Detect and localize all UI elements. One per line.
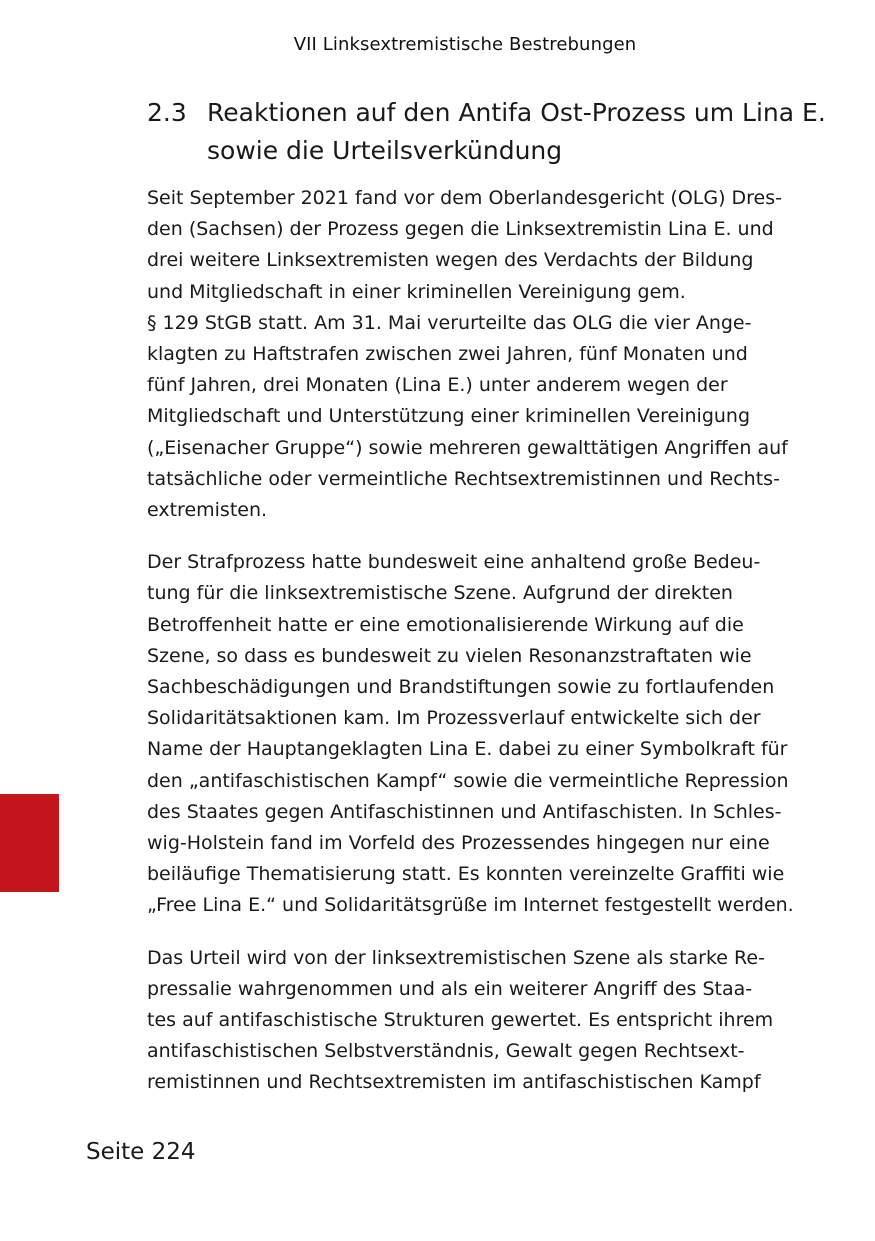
text-line: Sachbeschädigungen und Brandstiftungen sowie zu fortlaufenden bbox=[147, 676, 775, 699]
text-line: Der Strafprozess hatte bundesweit eine anhaltend große Bedeu- bbox=[147, 551, 761, 574]
text-line: extremisten. bbox=[147, 499, 268, 522]
section-title bbox=[207, 94, 826, 170]
paragraph-1 bbox=[147, 183, 787, 526]
chapter-marker-tab bbox=[0, 794, 59, 892]
text-line: „Free Lina E.“ und Solidaritätsgrüße im Internet festgestellt werden. bbox=[147, 894, 794, 917]
text-line: Mitgliedschaft und Unterstützung einer kriminellen Vereinigung bbox=[147, 405, 751, 428]
section-number: 2.3 bbox=[147, 98, 187, 127]
text-line: tung für die linksextremistische Szene. Aufgrund der direkten bbox=[147, 582, 733, 605]
text-line: Name der Hauptangeklagten Lina E. dabei zu einer Symbolkraft für bbox=[147, 738, 788, 761]
paragraph-2 bbox=[147, 547, 794, 921]
body-text bbox=[147, 183, 794, 1120]
text-line: Das Urteil wird von der linksextremistischen Szene als starke Re- bbox=[147, 946, 765, 969]
section-title-line: sowie die Urteilsverkündung bbox=[207, 136, 563, 165]
text-line: den (Sachsen) der Prozess gegen die Linksextremistin Lina E. und bbox=[147, 218, 774, 241]
running-header: VII Linksextremistische Bestrebungen bbox=[293, 34, 637, 55]
page-number: Seite 224 bbox=[86, 1139, 196, 1165]
text-line: klagten zu Haftstrafen zwischen zwei Jahren, fünf Monaten und bbox=[147, 343, 748, 366]
text-line: Szene, so dass es bundesweit zu vielen Resonanzstraftaten wie bbox=[147, 644, 752, 667]
section-title-line: Reaktionen auf den Antifa Ost-Prozess um Lina E. bbox=[207, 98, 826, 127]
text-line: wig-Holstein fand im Vorfeld des Prozessendes hingegen nur eine bbox=[147, 832, 770, 855]
paragraph-3 bbox=[147, 943, 787, 1099]
text-line: Seit September 2021 fand vor dem Oberlandesgericht (OLG) Dres- bbox=[147, 187, 783, 209]
text-line: des Staates gegen Antifaschistinnen und Antifaschisten. In Schles- bbox=[147, 800, 782, 823]
text-line: Solidaritätsaktionen kam. Im Prozessverlauf entwickelte sich der bbox=[147, 707, 761, 730]
text-line: remistinnen und Rechtsextremisten im antifaschistischen Kampf bbox=[147, 1071, 761, 1094]
text-line: Betroffenheit hatte er eine emotionalisierende Wirkung auf die bbox=[147, 613, 744, 636]
text-line: pressalie wahrgenommen und als ein weiterer Angriff des Staa- bbox=[147, 977, 753, 1000]
text-line: drei weitere Linksextremisten wegen des Verdachts der Bildung bbox=[147, 249, 754, 272]
text-line: antifaschistischen Selbstverständnis, Gewalt gegen Rechtsext- bbox=[147, 1040, 745, 1063]
text-line: tatsächliche oder vermeintliche Rechtsextremistinnen und Rechts- bbox=[147, 467, 780, 490]
section-heading bbox=[147, 94, 826, 170]
text-line: („Eisenacher Gruppe“) sowie mehreren gewalttätigen Angriffen auf bbox=[147, 436, 788, 459]
text-line: beiläufige Thematisierung statt. Es konnten vereinzelte Graffiti wie bbox=[147, 863, 785, 886]
text-line: tes auf antifaschistische Strukturen gewertet. Es entspricht ihrem bbox=[147, 1009, 774, 1032]
text-line: und Mitgliedschaft in einer kriminellen Vereinigung gem. bbox=[147, 280, 686, 303]
text-line: § 129 StGB statt. Am 31. Mai verurteilte das OLG die vier Ange- bbox=[147, 311, 752, 334]
text-line: fünf Jahren, drei Monaten (Lina E.) unter anderem wegen der bbox=[147, 374, 728, 397]
text-line: den „antifaschistischen Kampf“ sowie die vermeintliche Repression bbox=[147, 769, 789, 792]
